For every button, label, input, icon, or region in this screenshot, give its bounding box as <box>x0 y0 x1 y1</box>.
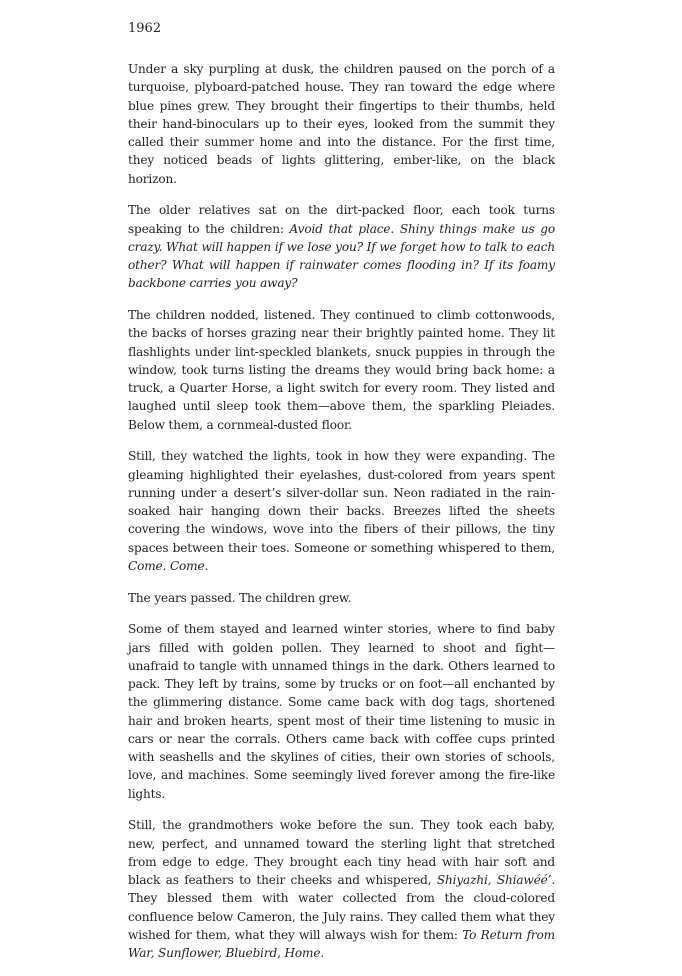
paragraph-7-run-3: . They blessed them with water collected from the cloud-colored confluence below Cameron, the July rains. They called them what they wished for them, what they will always wish for them: <box>128 873 556 942</box>
paragraph-6 <box>128 620 555 803</box>
paragraph-5 <box>128 589 555 607</box>
paragraph-7-run-1: Still, the grandmothers woke before the sun. They took each baby, new, perfect, and unnamed toward the sterling light that stretched from edge to edge. They brought each tiny head with hair soft and black as feathers to their cheeks and whispered, <box>128 818 555 887</box>
paragraph-6-run-1: Some of them stayed and learned winter stories, where to find baby jars filled with golden pollen. They learned to shoot and fight—unafraid to tangle with unnamed things in the dark. Others learned to pack. They left by trains, some by trucks or on foot—all enchanted by the glimmering distance. Some came back with dog tags, shortened hair and broken hearts, spent most of their time listening to music in cars or near the corrals. Others came back with coffee cups printed with seashells and the skylines of cities, their own stories of schools, love, and machines. Some seemingly lived forever among the fire-like lights. <box>128 622 555 801</box>
paragraph-7-italic-navajo-phrase: Shiyazhi, Shiawéé’ <box>436 873 552 887</box>
paragraph-5-run-1: The years passed. The children grew. <box>128 590 352 605</box>
paragraph-4-run-1: Still, they watched the lights, took in how they were expanding. The gleaming highlighted their eyelashes, dust-colored from years spent running under a desert’s silver-dollar sun. Neon radiated in the rain-soaked hair hanging down their backs. Breezes lifted the sheets covering the windows, wove into the fibers of their pillows, the tiny spaces between their toes. Someone or something whispered to them, <box>128 449 555 555</box>
document-page <box>128 20 555 976</box>
paragraph-4 <box>128 447 555 575</box>
paragraph-4-italic-whisper: Come. Come. <box>128 558 209 573</box>
paragraph-3-run-1: The children nodded, listened. They continued to climb cottonwoods, the backs of horses grazing near their brightly painted home. They lit flashlights under lint-speckled blankets, snuck puppies in through the window, took turns listing the dreams they would bring back home: a truck, a Quarter Horse, a light switch for every room. They listed and laughed until sleep took them—above them, the sparkling Pleiades. Below them, a cornmeal-dusted floor. <box>128 308 555 432</box>
paragraph-7-italic-names: To Return from War, Sunflower, Bluebird, Home. <box>128 927 555 960</box>
paragraph-2-italic-quote: Avoid that place. Shiny things make us go crazy. What will happen if we lose you? If we forget how to talk to each other? What will happen if rainwater comes flooding in? If its foamy backbone carries you away? <box>128 221 555 291</box>
paragraph-2-run-1: The older relatives sat on the dirt-packed floor, each took turns speaking to the children: <box>128 203 555 236</box>
paragraph-2 <box>128 201 555 292</box>
paragraph-1-run-1: Under a sky purpling at dusk, the children paused on the porch of a turquoise, plyboard-patched house. They ran toward the edge where blue pines grew. They brought their fingertips to their thumbs, held their hand-binoculars up to their eyes, looked from the summit they called their summer home and into the distance. For the first time, they noticed beads of lights glittering, ember-like, on the black horizon. <box>128 62 555 186</box>
paragraph-1 <box>128 60 555 188</box>
paragraph-3 <box>128 306 555 434</box>
page-year-heading: 1962 <box>128 21 162 36</box>
paragraph-7 <box>128 816 555 962</box>
